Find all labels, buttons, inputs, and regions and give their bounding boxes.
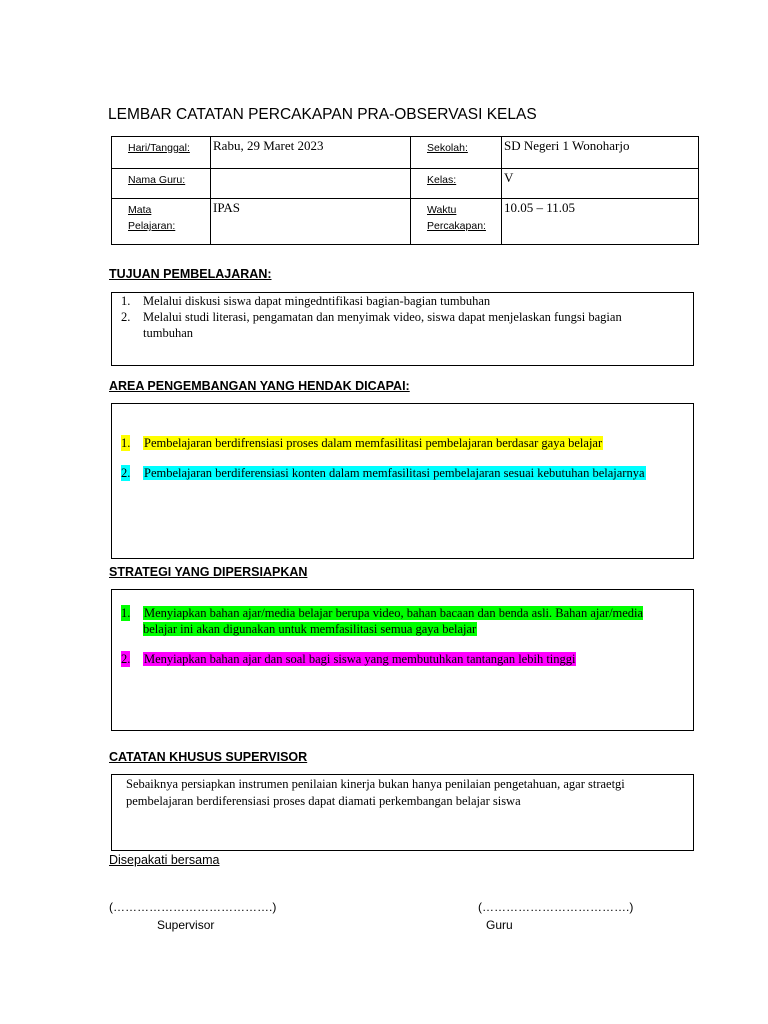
- strategi-heading: STRATEGI YANG DIPERSIAPKAN: [109, 565, 308, 579]
- guru-value: [211, 169, 411, 199]
- guru-label: Guru: [486, 918, 513, 932]
- list-item: 1. Pembelajaran berdifrensiasi proses dalam memfasilitasi pembelajaran berdasar gaya belajar: [121, 436, 603, 450]
- disepakati-label: Disepakati bersama: [109, 853, 220, 867]
- catatan-heading: CATATAN KHUSUS SUPERVISOR: [109, 750, 308, 764]
- hari-label: Hari/Tanggal:: [112, 137, 211, 169]
- tujuan-heading: TUJUAN PEMBELAJARAN:: [109, 267, 272, 281]
- supervisor-label: Supervisor: [157, 918, 215, 932]
- list-item: 2. Melalui studi literasi, pengamatan dan menyimak video, siswa dapat menjelaskan fungsi bagian tumbuhan: [121, 310, 622, 340]
- sekolah-label: Sekolah:: [411, 137, 502, 169]
- list-item: 1. Melalui diskusi siswa dapat mingedntifikasi bagian-bagian tumbuhan: [121, 294, 491, 308]
- strategi-box: [111, 589, 694, 731]
- tujuan-box: [111, 292, 694, 366]
- catatan-box: [111, 774, 694, 851]
- kelas-label: Kelas:: [411, 169, 502, 199]
- area-heading: AREA PENGEMBANGAN YANG HENDAK DICAPAI:: [109, 379, 410, 393]
- list-item: 1. Menyiapkan bahan ajar/media belajar berupa video, bahan bacaan dan benda asli. Bahan ajar/media belajar ini akan digunakan untuk memfasilitasi semua gaya belajar: [121, 606, 644, 636]
- page-title: LEMBAR CATATAN PERCAKAPAN PRA-OBSERVASI KELAS: [108, 106, 537, 123]
- signature-line-supervisor: (………………………………….): [109, 900, 277, 914]
- guru-label: Nama Guru:: [112, 169, 211, 199]
- waktu-label: Waktu Percakapan:: [411, 199, 502, 245]
- waktu-value: 10.05 – 11.05: [502, 199, 699, 245]
- sekolah-value: SD Negeri 1 Wonoharjo: [502, 137, 699, 169]
- area-box: [111, 403, 694, 559]
- list-item: 2. Pembelajaran berdiferensiasi konten dalam memfasilitasi pembelajaran sesuai kebutuhan belajarnya: [121, 466, 645, 480]
- list-item: 2. Menyiapkan bahan ajar dan soal bagi siswa yang membutuhkan tantangan lebih tinggi: [121, 652, 576, 666]
- signature-line-guru: (……………………………….): [478, 900, 634, 914]
- mapel-label: Mata Pelajaran:: [112, 199, 211, 245]
- catatan-text: Sebaiknya persiapkan instrumen penilaian kinerja bukan hanya penilaian pengetahuan, agar straetgi pembelajaran berdiferensiasi proses dapat diamati perkembangan belajar siswa: [126, 777, 625, 808]
- info-table: [111, 136, 699, 245]
- kelas-value: V: [502, 169, 699, 199]
- mapel-value: IPAS: [211, 199, 411, 245]
- hari-value: Rabu, 29 Maret 2023: [211, 137, 411, 169]
